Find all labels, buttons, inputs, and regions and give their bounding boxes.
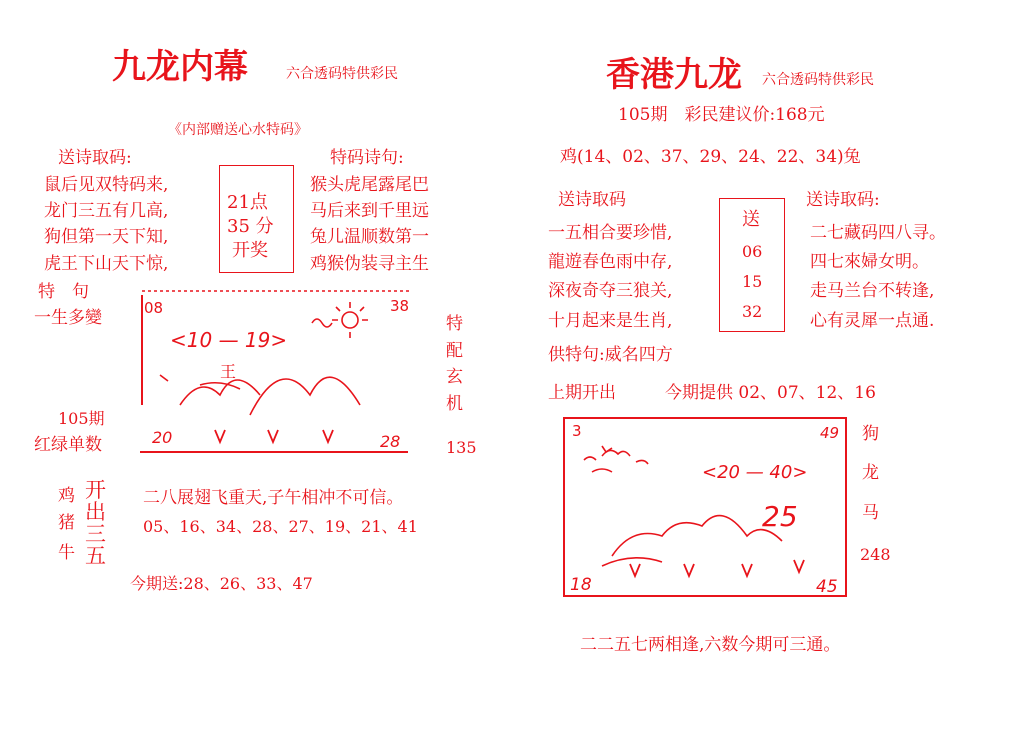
side-vertical-char: 特 xyxy=(446,314,463,334)
left-poem-line: 鼠后见双特码来, xyxy=(44,175,169,195)
wave-doodle xyxy=(602,516,782,566)
chart-wang: 王 xyxy=(220,362,237,381)
right-title: 香港九龙 xyxy=(606,55,742,95)
left-send-today: 今期送:28、26、33、47 xyxy=(130,574,313,593)
draw-time-line: 开奖 xyxy=(232,240,268,261)
left-side-number: 135 xyxy=(446,438,477,457)
kai-char: 开 xyxy=(85,478,106,502)
right-issue-price: 105期 彩民建议价:168元 xyxy=(618,105,825,125)
side-animal: 龙 xyxy=(862,463,879,483)
right-poem-line: 龍遊春色雨中存, xyxy=(548,252,673,272)
chicken-line: 鸡(14、02、37、29、24、22、34)兔 xyxy=(560,147,861,167)
grass-doodle xyxy=(630,560,804,576)
chart-right-top: 38 xyxy=(390,297,410,315)
right-poem-line: 十月起来是生肖, xyxy=(548,311,673,331)
left-issue-label: 红绿单数 xyxy=(34,435,102,455)
left-sketch-chart xyxy=(140,285,415,455)
draw-time-line: 35 分 xyxy=(227,216,274,237)
left-issue: 105期 xyxy=(58,409,105,428)
side-vertical-char: 机 xyxy=(446,394,463,414)
chart-left-top: 3 xyxy=(572,422,582,440)
chart-bottom-right: 45 xyxy=(816,577,838,597)
chart-range: <20 — 40> xyxy=(702,462,808,483)
mountain-doodle xyxy=(160,375,360,415)
kai-char: 三 xyxy=(85,522,106,546)
right-poem-header: 送诗取码 xyxy=(558,190,626,210)
right-poem-line-2: 走马兰台不转逢, xyxy=(810,281,935,301)
animal: 猪 xyxy=(58,513,75,533)
right-poem-line-2: 四七來婦女明。 xyxy=(810,252,929,272)
chart-right-top: 49 xyxy=(820,424,840,442)
left-special-header: 特码诗句: xyxy=(330,148,404,168)
kai-char: 出 xyxy=(85,500,106,524)
left-numbers: 05、16、34、28、27、19、21、41 xyxy=(143,517,418,536)
left-special-line: 鸡猴伪装寻主生 xyxy=(310,254,429,274)
chart-bottom-left: 18 xyxy=(570,575,592,595)
send-box-number: 32 xyxy=(742,302,763,321)
chart-bottom-left: 20 xyxy=(152,428,173,447)
last-issue-label: 上期开出 xyxy=(548,383,616,403)
left-subtitle: 六合透码特供彩民 xyxy=(286,66,398,82)
side-vertical-char: 配 xyxy=(446,341,463,361)
right-poem-header-2: 送诗取码: xyxy=(806,190,880,210)
right-side-number: 248 xyxy=(860,545,891,564)
sun-doodle xyxy=(312,302,368,338)
right-footer: 二二五七两相逢,六数今期可三通。 xyxy=(580,635,841,655)
chart-bottom-right: 28 xyxy=(380,432,401,451)
send-box-number: 06 xyxy=(742,242,763,261)
right-sketch-chart xyxy=(562,416,852,601)
kai-char: 五 xyxy=(85,544,106,568)
right-poem-line: 深夜奇夺三狼关, xyxy=(548,281,673,301)
right-poem-line-2: 心有灵犀一点通. xyxy=(810,311,935,331)
side-animal: 马 xyxy=(862,503,879,523)
this-issue-numbers: 今期提供 02、07、12、16 xyxy=(665,383,876,403)
right-special-sentence: 供特句:威名四方 xyxy=(548,345,673,365)
special-sentence-label: 特 句 xyxy=(38,282,89,302)
left-title: 九龙内幕 xyxy=(112,47,248,87)
right-poem-line: 一五相合要珍惜, xyxy=(548,223,673,243)
side-animal: 狗 xyxy=(862,424,879,444)
draw-time-line: 21点 xyxy=(227,192,268,213)
left-special-line: 猴头虎尾露尾巴 xyxy=(310,175,429,195)
right-subtitle: 六合透码特供彩民 xyxy=(762,72,874,88)
left-special-line: 兔儿温顺数第一 xyxy=(310,227,429,247)
chart-left-top: 08 xyxy=(144,299,164,317)
chart-range: <10 — 19> xyxy=(170,328,288,352)
animal: 鸡 xyxy=(58,486,75,506)
left-gift-note: 《内部赠送心水特码》 xyxy=(168,122,308,138)
left-poem-line: 虎王下山天下惊, xyxy=(44,254,169,274)
special-sentence: 一生多變 xyxy=(34,308,102,328)
send-box-number: 15 xyxy=(742,272,763,291)
right-poem-line-2: 二七藏码四八寻。 xyxy=(810,223,946,243)
chart-frame xyxy=(564,418,846,596)
left-verse: 二八展翅飞重天,子午相冲不可信。 xyxy=(143,488,404,508)
grass-doodle xyxy=(215,430,333,442)
chart-mid: 25 xyxy=(762,500,798,533)
left-poem-header: 送诗取码: xyxy=(58,148,132,168)
left-poem-line: 龙门三五有几高, xyxy=(44,201,169,221)
send-box xyxy=(719,198,785,332)
side-vertical-char: 玄 xyxy=(446,367,463,387)
send-box-label: 送 xyxy=(742,209,760,230)
draw-time-box xyxy=(219,165,294,273)
left-special-line: 马后来到千里远 xyxy=(310,201,429,221)
left-poem-line: 狗但第一天下知, xyxy=(44,227,169,247)
animal: 牛 xyxy=(58,543,75,563)
cloud-doodle xyxy=(584,446,648,472)
